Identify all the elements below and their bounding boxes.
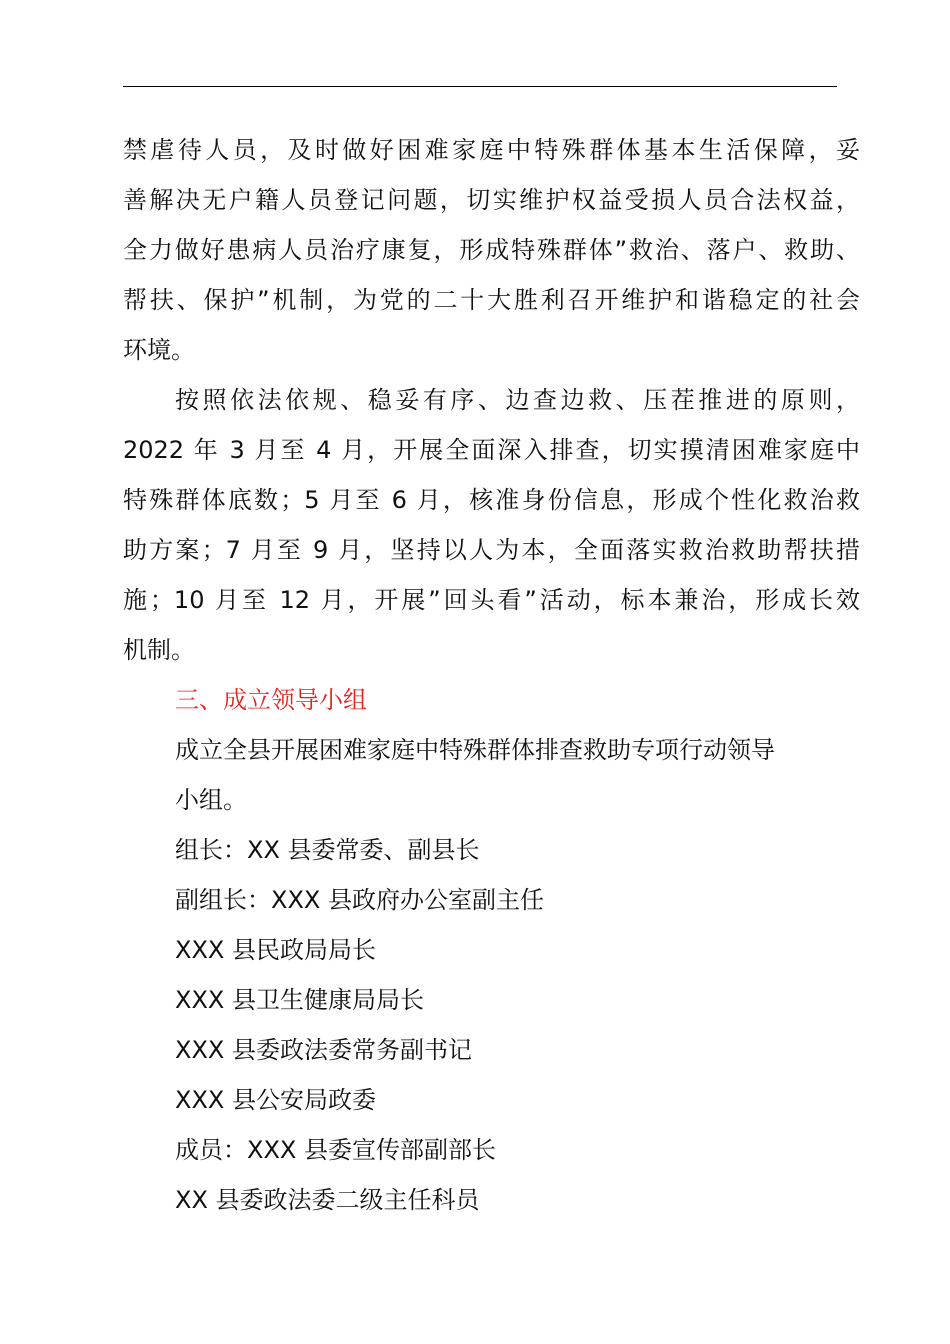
paragraph-line: 助方案；7 月至 9 月，坚持以人为本，全面落实救治救助帮扶措 — [123, 536, 860, 564]
member-line: XX 县委政法委二级主任科员 — [175, 1186, 480, 1214]
member-line: 组长：XX 县委常委、副县长 — [175, 836, 480, 864]
intro-line: 小组。 — [175, 786, 247, 814]
section-heading: 三、成立领导小组 — [175, 686, 367, 714]
member-line: XXX 县卫生健康局局长 — [175, 986, 424, 1014]
paragraph-line: 禁虐待人员，及时做好困难家庭中特殊群体基本生活保障，妥 — [123, 136, 860, 164]
paragraph-2 — [123, 375, 860, 675]
intro-line: 成立全县开展困难家庭中特殊群体排查救助专项行动领导 — [175, 736, 775, 764]
paragraph-line: 全力做好患病人员治疗康复，形成特殊群体”救治、落户、救助、 — [123, 236, 860, 264]
paragraph-line: 施；10 月至 12 月，开展”回头看”活动，标本兼治，形成长效 — [123, 586, 860, 614]
paragraph-line: 善解决无户籍人员登记问题，切实维护权益受损人员合法权益， — [123, 186, 860, 214]
member-line: XXX 县委政法委常务副书记 — [175, 1036, 472, 1064]
member-line: 成员：XXX 县委宣传部副部长 — [175, 1136, 496, 1164]
paragraph-line: 帮扶、保护”机制，为党的二十大胜利召开维护和谐稳定的社会 — [123, 286, 860, 314]
paragraph-line: 按照依法依规、稳妥有序、边查边救、压茬推进的原则， — [175, 386, 860, 414]
paragraph-line: 机制。 — [123, 636, 195, 664]
paragraph-line: 特殊群体底数；5 月至 6 月，核准身份信息，形成个性化救治救 — [123, 486, 860, 514]
member-line: XXX 县民政局局长 — [175, 936, 376, 964]
paragraph-line: 2022 年 3 月至 4 月，开展全面深入排查，切实摸清困难家庭中 — [123, 436, 860, 464]
paragraph-1 — [123, 125, 860, 375]
member-line: XXX 县公安局政委 — [175, 1086, 376, 1114]
member-line: 副组长：XXX 县政府办公室副主任 — [175, 886, 544, 914]
paragraph-line: 环境。 — [123, 336, 195, 364]
document-body — [123, 125, 860, 1225]
header-rule — [123, 86, 837, 87]
section-3 — [123, 675, 860, 1225]
